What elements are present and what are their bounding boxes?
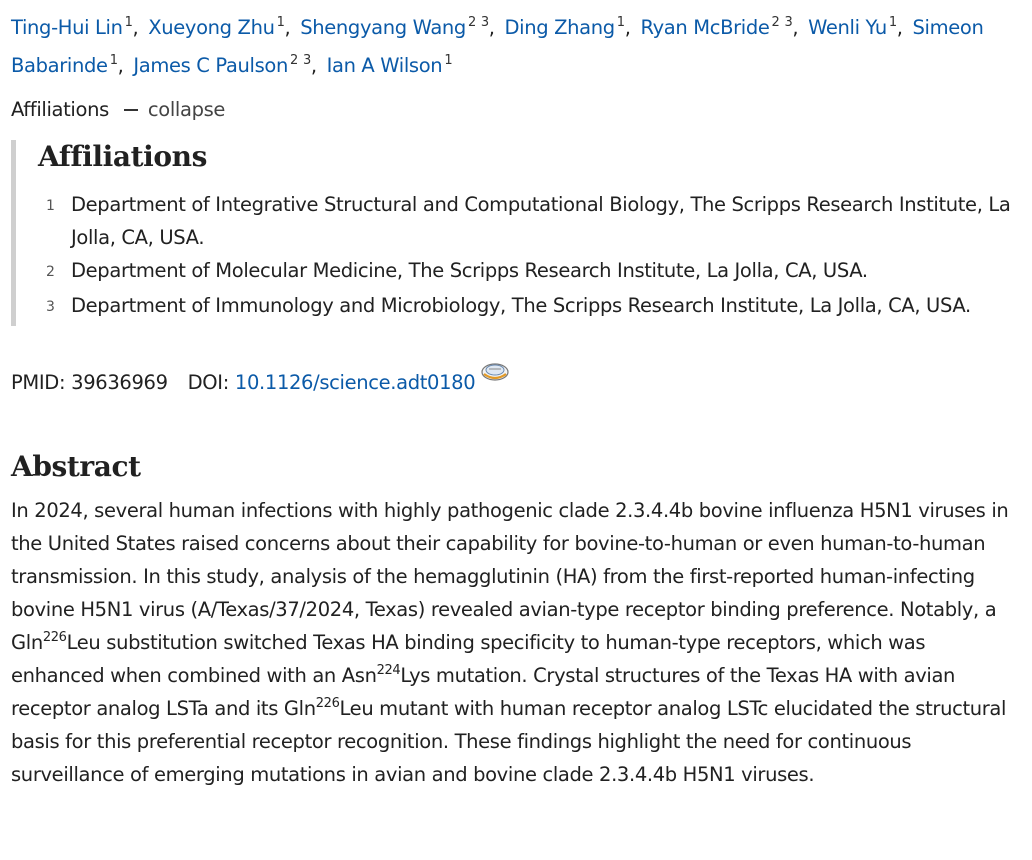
affiliation-item [38,289,1021,324]
affiliation-number: 1 [46,198,55,214]
author-link[interactable]: James C Paulson [133,54,289,77]
affiliations-list [38,188,1021,324]
collapse-link[interactable]: collapse [147,98,226,121]
article-identifiers [11,368,1021,398]
author-separator: , [117,54,124,77]
author-affiliation-ref[interactable]: 2 [467,15,476,30]
doi-label: DOI: [187,371,229,394]
affiliation-item [38,254,1021,289]
author-separator: , [284,16,291,39]
author-affiliation-ref[interactable]: 1 [109,53,118,68]
affiliation-text: Department of Integrative Structural and Computational Biology, The Scripps Research Institute, La Jolla, CA, USA. [71,193,1011,249]
author-separator: , [624,16,631,39]
abstract-segment: Lys mutation. Crystal structures of the Texas HA with avian receptor analog LSTa and its Gln [11,664,956,720]
affiliations-toggle-label: Affiliations [11,98,109,121]
author-affiliation-ref[interactable]: 1 [124,15,133,30]
author-link[interactable]: Simeon Babarinde [11,16,984,77]
affiliations-toggle [11,96,1021,124]
author-affiliation-ref[interactable]: 2 [771,15,780,30]
author-separator: , [310,54,317,77]
minus-icon[interactable] [124,109,138,111]
author-separator: , [132,16,139,39]
abstract-text [11,494,1016,791]
author-affiliation-ref[interactable]: 2 [290,53,298,68]
affiliation-number: 3 [46,299,55,315]
author-affiliation-ref[interactable]: 3 [784,15,793,30]
abstract-segment: In 2024, several human infections with highly pathogenic clade 2.3.4.4b bovine influenza H5N1 viruses in the United States raised concerns about their capability for bovine-to-human or even human-to-human transmission. In this study, analysis of the hemagglutinin (HA) from the first-reported human-infecting bovine H5N1 virus (A/Texas/37/2024, Texas) revealed avian-type receptor binding preference. Notably, a Gln [11,499,1009,654]
doi-link[interactable]: 10.1126/science.adt0180 [234,371,476,394]
author-link[interactable]: Wenli Yu [808,16,887,39]
author-affiliation-ref[interactable]: 1 [616,15,625,30]
author-affiliation-ref[interactable]: 1 [888,15,897,30]
author-separator: , [792,16,799,39]
abstract-superscript: 226 [315,696,340,711]
pmid-label: PMID: [11,371,66,394]
affiliation-item [38,188,1021,254]
affiliation-text: Department of Molecular Medicine, The Scripps Research Institute, La Jolla, CA, USA. [71,259,868,282]
affiliation-number: 2 [46,264,55,280]
abstract-segment: Leu substitution switched Texas HA binding specificity to human-type receptors, which was enhanced when combined with an Asn [11,631,926,687]
abstract-segment: Leu mutant with human receptor analog LSTc elucidated the structural basis for this preferential receptor recognition. These findings highlight the need for continuous surveillance of emerging mutations in avian and bovine clade 2.3.4.4b H5N1 viruses. [11,697,1007,786]
affiliations-panel [11,140,1021,326]
author-separator: , [488,16,495,39]
author-affiliation-ref[interactable]: 3 [302,53,311,68]
abstract-superscript: 226 [42,630,67,645]
abstract-heading: Abstract [11,450,141,483]
author-link[interactable]: Shengyang Wang [300,16,466,39]
author-affiliation-ref[interactable]: 1 [444,53,453,68]
full-text-link-icon[interactable] [480,361,510,391]
abstract-superscript: 224 [376,663,401,678]
author-link[interactable]: Ryan McBride [640,16,770,39]
author-affiliation-ref[interactable]: 1 [276,15,285,30]
affiliation-text: Department of Immunology and Microbiology, The Scripps Research Institute, La Jolla, CA, USA. [71,294,971,317]
pmid-value: 39636969 [71,371,168,394]
author-affiliation-ref[interactable]: 3 [480,15,489,30]
author-link[interactable]: Ting-Hui Lin [11,16,123,39]
author-link[interactable]: Xueyong Zhu [148,16,275,39]
author-link[interactable]: Ding Zhang [504,16,615,39]
author-link[interactable]: Ian A Wilson [326,54,443,77]
affiliations-heading: Affiliations [38,140,207,173]
author-separator: , [896,16,903,39]
authors-list [11,6,1021,82]
full-text-link-icon-graphic [480,361,510,383]
